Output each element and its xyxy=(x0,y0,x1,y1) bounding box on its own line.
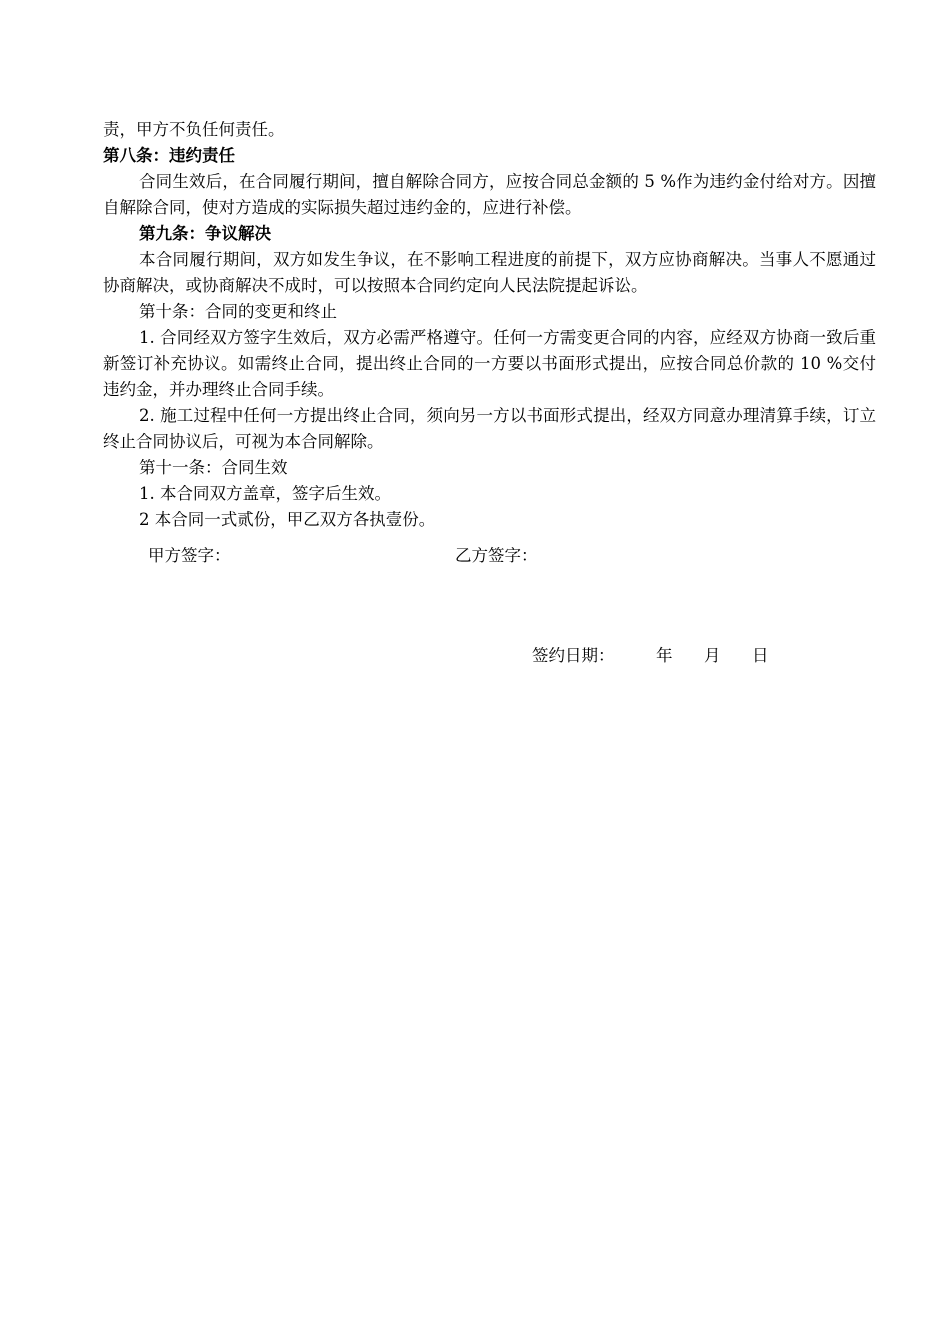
article-10-item-2: 2. 施工过程中任何一方提出终止合同，须向另一方以书面形式提出，经双方同意办理清算手续，订立终止合同协议后，可视为本合同解除。 xyxy=(103,406,876,451)
article-10-heading: 第十条：合同的变更和终止 xyxy=(139,302,337,321)
date-month-label: 月 xyxy=(704,646,721,665)
contract-body xyxy=(103,117,876,533)
signature-row xyxy=(0,543,950,569)
signing-date-row xyxy=(532,643,769,669)
continuation-text: 责，甲方不负任何责任。 xyxy=(103,120,285,139)
article-11-item-1: 1. 本合同双方盖章，签字后生效。 xyxy=(139,484,391,503)
date-day-label: 日 xyxy=(752,646,769,665)
party-b-signature-label: 乙方签字： xyxy=(455,546,538,565)
article-8-paragraph: 合同生效后，在合同履行期间，擅自解除合同方，应按合同总金额的 5 %作为违约金付给对方。因擅自解除合同，使对方造成的实际损失超过违约金的，应进行补偿。 xyxy=(103,172,876,217)
signing-date-label: 签约日期： xyxy=(532,646,615,665)
article-9-paragraph: 本合同履行期间，双方如发生争议，在不影响工程进度的前提下，双方应协商解决。当事人不愿通过协商解决，或协商解决不成时，可以按照本合同约定向人民法院提起诉讼。 xyxy=(103,250,876,295)
article-11-item-2: 2 本合同一式贰份，甲乙双方各执壹份。 xyxy=(139,510,436,529)
date-year-label: 年 xyxy=(656,646,673,665)
article-10-item-1: 1. 合同经双方签字生效后，双方必需严格遵守。任何一方需变更合同的内容，应经双方协商一致后重新签订补充协议。如需终止合同，提出终止合同的一方要以书面形式提出，应按合同总价款的 10 %交付违约金，并办理终止合同手续。 xyxy=(103,328,876,399)
article-11-heading: 第十一条：合同生效 xyxy=(139,458,288,477)
article-8-heading: 第八条：违约责任 xyxy=(103,146,235,165)
party-a-signature-label: 甲方签字： xyxy=(148,546,231,565)
article-9-heading: 第九条：争议解决 xyxy=(139,224,271,243)
